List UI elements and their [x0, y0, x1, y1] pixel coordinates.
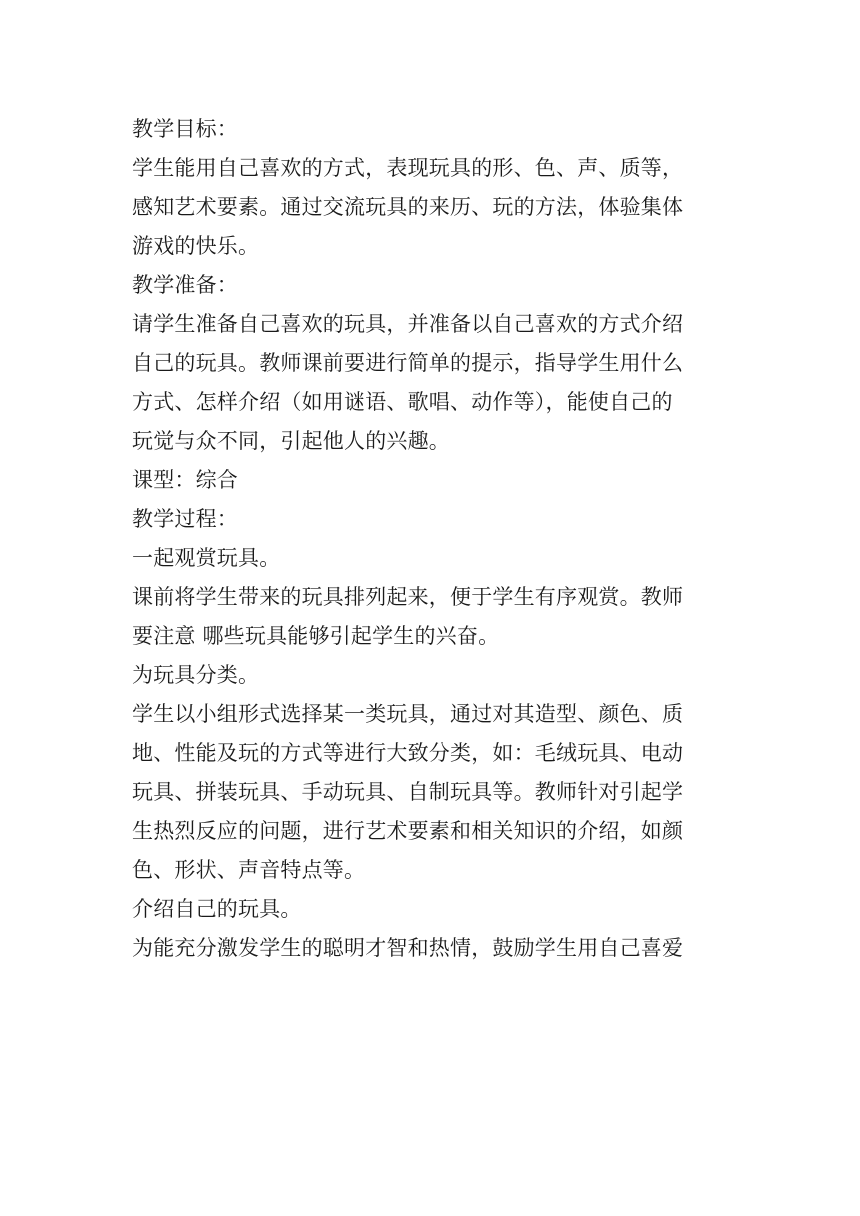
paragraph-line: 要注意 哪些玩具能够引起学生的兴奋。	[132, 624, 500, 648]
paragraph-line: 玩具、拼装玩具、手动玩具、自制玩具等。教师针对引起学	[132, 780, 684, 804]
paragraph-line: 游戏的快乐。	[132, 234, 260, 258]
heading-teaching-process: 教学过程：	[132, 507, 238, 531]
heading-teaching-preparation: 教学准备：	[132, 273, 238, 297]
paragraph-line: 感知艺术要素。通过交流玩具的来历、玩的方法，体验集体	[132, 195, 684, 219]
lesson-type: 课型：综合	[132, 468, 238, 492]
section-title-view-toys: 一起观赏玩具。	[132, 546, 281, 570]
paragraph-line: 地、性能及玩的方式等进行大致分类，如：毛绒玩具、电动	[132, 741, 684, 765]
paragraph-line: 为能充分激发学生的聪明才智和热情，鼓励学生用自己喜爱	[132, 936, 684, 960]
heading-teaching-goals: 教学目标：	[132, 117, 238, 141]
paragraph-line: 请学生准备自己喜欢的玩具，并准备以自己喜欢的方式介绍	[132, 312, 684, 336]
paragraph-line: 自己的玩具。教师课前要进行简单的提示，指导学生用什么	[132, 351, 684, 375]
document-page	[132, 110, 732, 968]
section-title-classify-toys: 为玩具分类。	[132, 663, 260, 687]
paragraph-line: 学生以小组形式选择某一类玩具，通过对其造型、颜色、质	[132, 702, 684, 726]
paragraph-line: 玩觉与众不同，引起他人的兴趣。	[132, 429, 450, 453]
paragraph-line: 课前将学生带来的玩具排列起来，便于学生有序观赏。教师	[132, 585, 684, 609]
paragraph-line: 学生能用自己喜欢的方式，表现玩具的形、色、声、质等，	[132, 156, 684, 180]
section-title-introduce-toys: 介绍自己的玩具。	[132, 897, 302, 921]
paragraph-line: 生热烈反应的问题，进行艺术要素和相关知识的介绍，如颜	[132, 819, 684, 843]
paragraph-line: 方式、怎样介绍（如用谜语、歌唱、动作等），能使自己的	[132, 390, 673, 414]
paragraph-line: 色、形状、声音特点等。	[132, 858, 366, 882]
